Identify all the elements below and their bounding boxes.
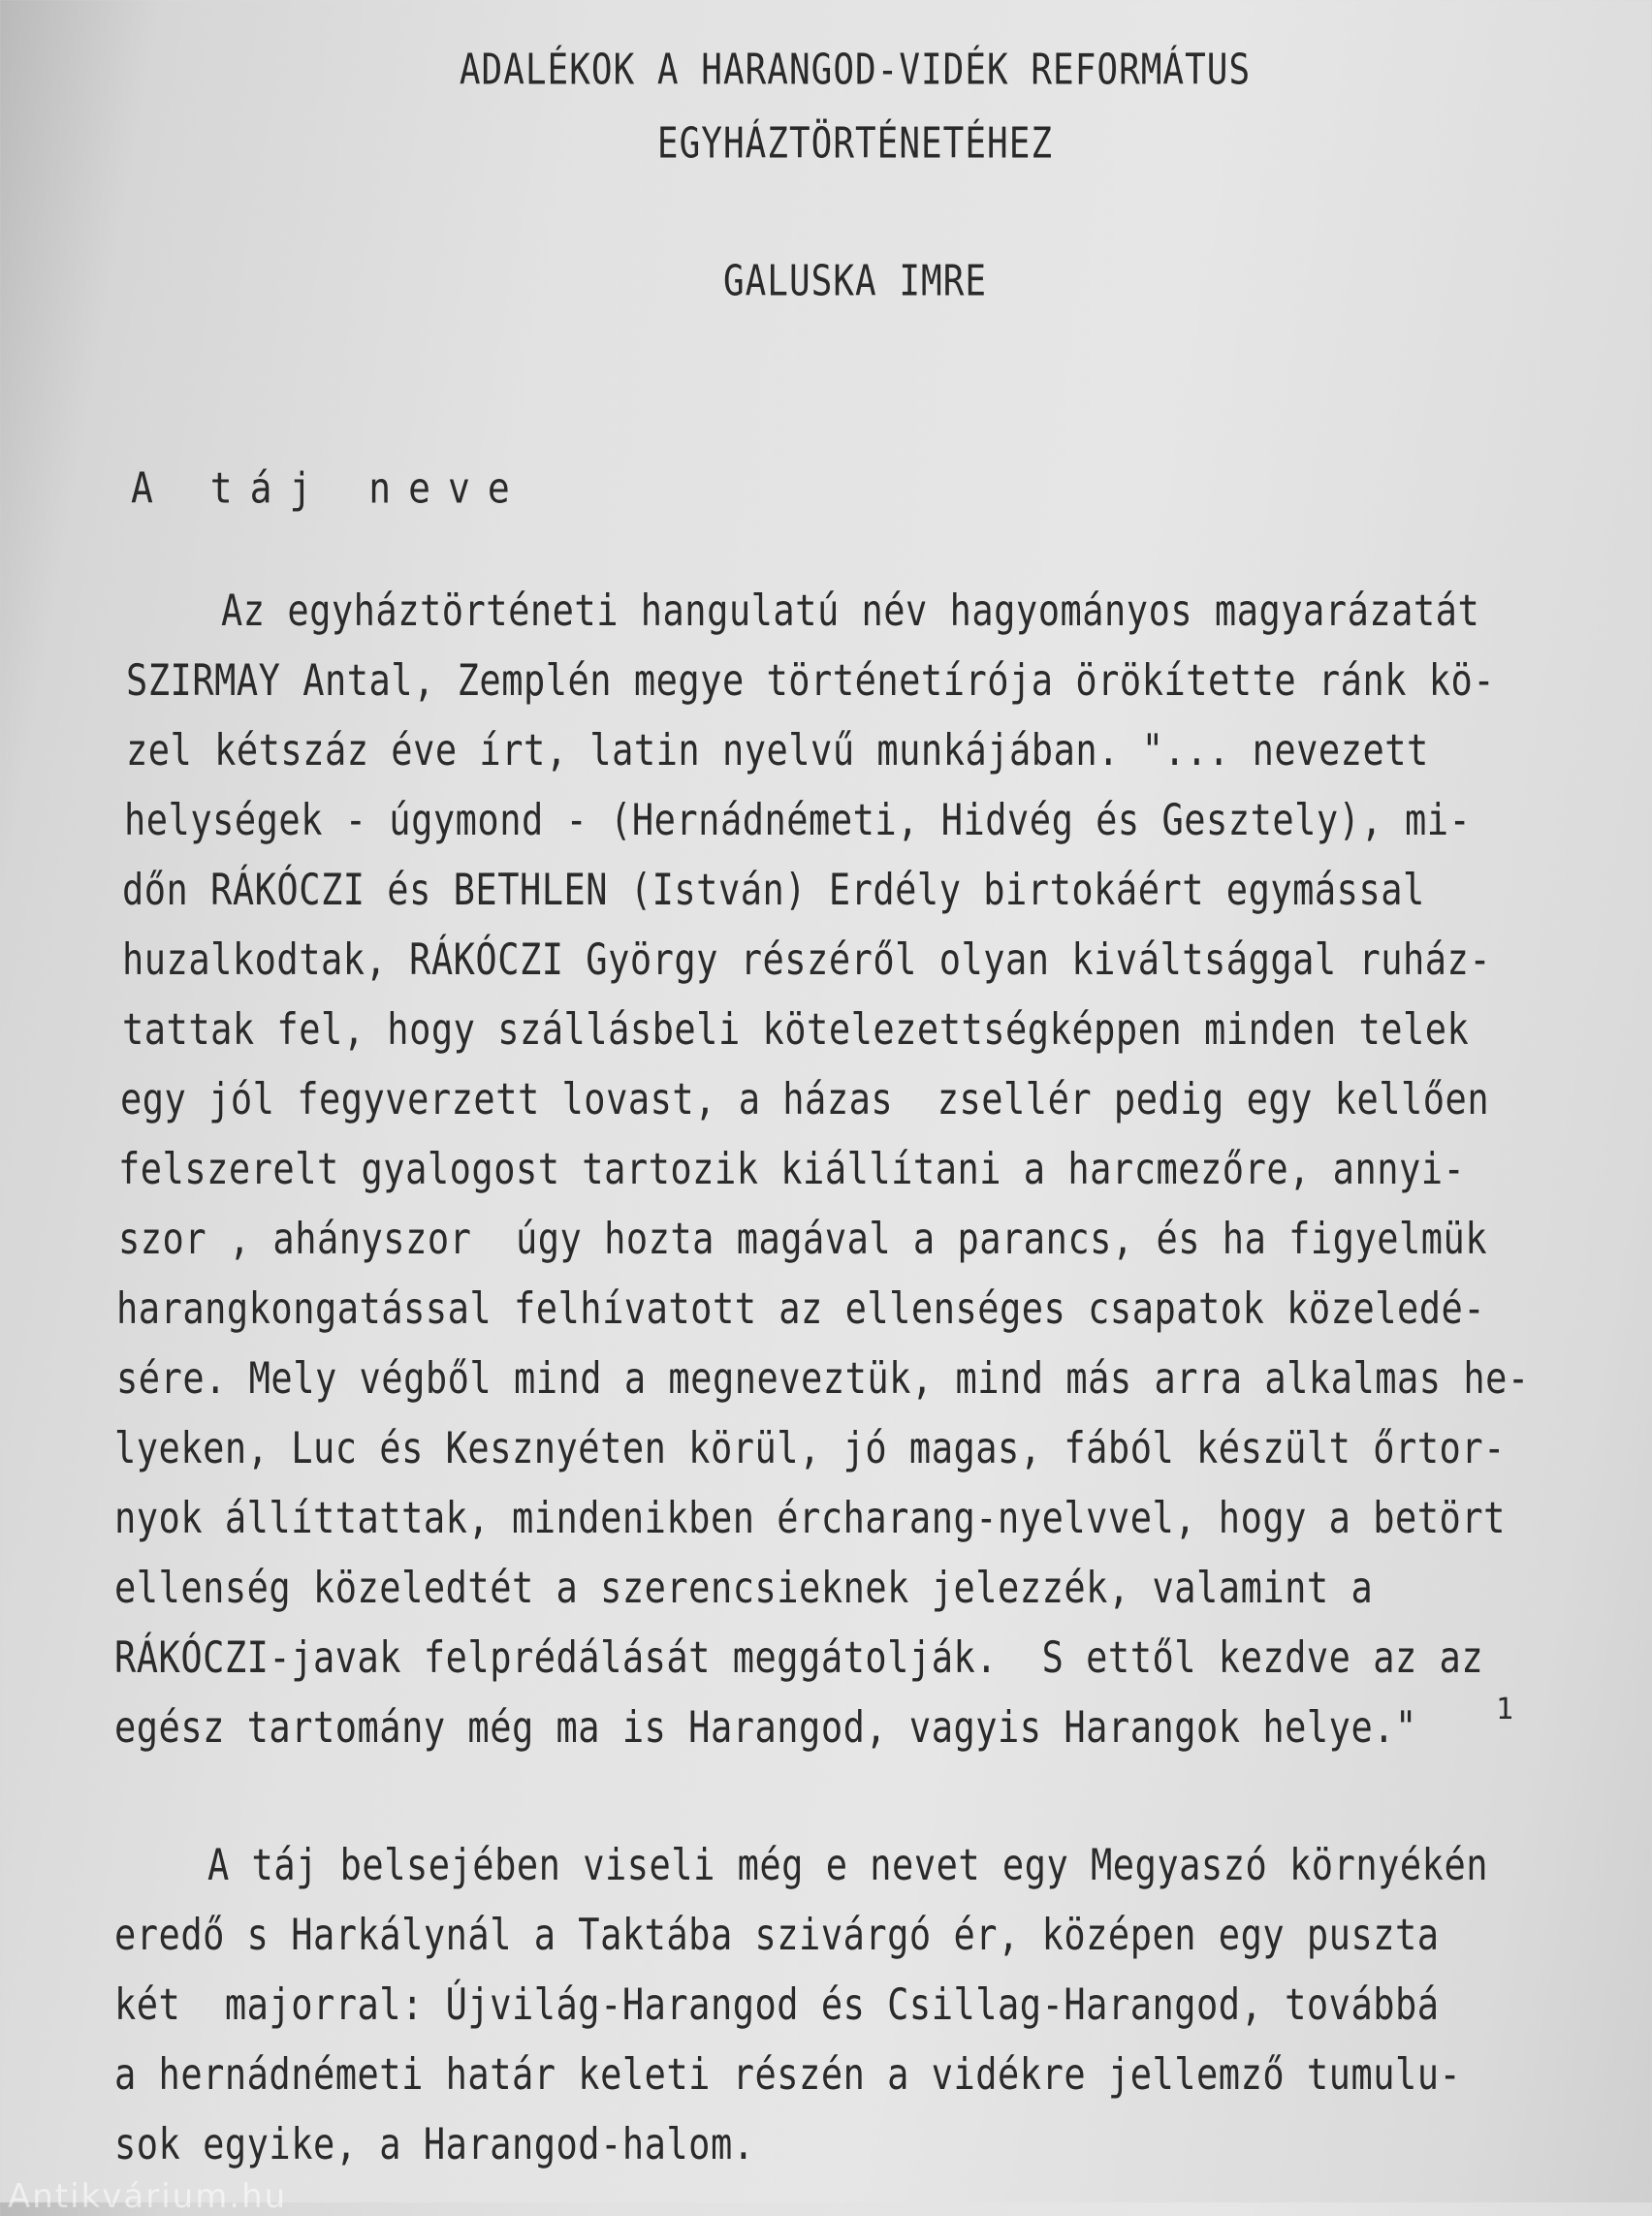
footnote-marker: 1 (1496, 1693, 1514, 1726)
document-title-line-2: EGYHÁZTÖRTÉNETÉHEZ (656, 119, 1054, 169)
paragraph-line: harangkongatással felhívatott az ellenséges csapatok közeledé- (116, 1283, 1486, 1334)
site-watermark: Antikvárium.hu (8, 2177, 288, 2216)
section-heading: A táj neve (131, 463, 527, 513)
paragraph-line: RÁKÓCZI-javak felprédálását meggátolják. S ettől kezdve az az (114, 1632, 1484, 1683)
paragraph-line: sére. Mely végből mind a megneveztük, mind más arra alkalmas he- (116, 1353, 1530, 1404)
paragraph-line: a hernádnémeti határ keleti részén a vidékre jellemző tumulu- (114, 2049, 1462, 2100)
paragraph-line: A táj belsejében viseli még e nevet egy Megyaszó környékén (207, 1840, 1489, 1890)
document-title-line-1: ADALÉKOK A HARANGOD-VIDÉK REFORMÁTUS (459, 46, 1252, 95)
author-name: GALUSKA IMRE (722, 257, 988, 306)
paragraph-line: Az egyháztörténeti hangulatú név hagyományos magyarázatát (221, 586, 1480, 636)
paragraph-line: két majorral: Újvilág-Harangod és Csillag-Harangod, továbbá (114, 1979, 1440, 2030)
paragraph-line: SZIRMAY Antal, Zemplén megye történetírója örökítette ránk kö- (126, 655, 1496, 706)
paragraph-line: szor , ahányszor úgy hozta magával a parancs, és ha figyelmük (118, 1214, 1488, 1264)
paragraph-line: ellenség közeledtét a szerencsieknek jelezzék, valamint a (114, 1563, 1374, 1613)
paragraph-line: zel kétszáz éve írt, latin nyelvű munkájában. "... nevezett (126, 725, 1429, 776)
paragraph-line: eredő s Harkálynál a Taktába szivárgó ér, középen egy puszta (114, 1910, 1440, 1960)
paragraph-line: lyeken, Luc és Kesznyéten körül, jó magas, fából készült őrtor- (114, 1423, 1506, 1473)
paragraph-line: felszerelt gyalogost tartozik kiállítani a harcmezőre, annyi- (118, 1144, 1466, 1194)
paragraph-line: helységek - úgymond - (Hernádnémeti, Hidvég és Gesztely), mi- (124, 795, 1472, 845)
paragraph-line: egész tartomány még ma is Harangod, vagyis Harangok helye." (114, 1702, 1417, 1753)
paragraph-line: nyok állíttattak, mindenikben ércharang-nyelvvel, hogy a betört (114, 1493, 1506, 1543)
paragraph-line: huzalkodtak, RÁKÓCZI György részéről olyan kiváltsággal ruház- (122, 934, 1492, 985)
paragraph-line: dőn RÁKÓCZI és BETHLEN (István) Erdély birtokáért egymással (122, 865, 1425, 915)
paragraph-line: sok egyike, a Harangod-halom. (114, 2119, 755, 2169)
paragraph-line: tattak fel, hogy szállásbeli kötelezettségképpen minden telek (122, 1004, 1470, 1055)
paragraph-line: egy jól fegyverzett lovast, a házas zsellér pedig egy kellően (120, 1074, 1490, 1124)
